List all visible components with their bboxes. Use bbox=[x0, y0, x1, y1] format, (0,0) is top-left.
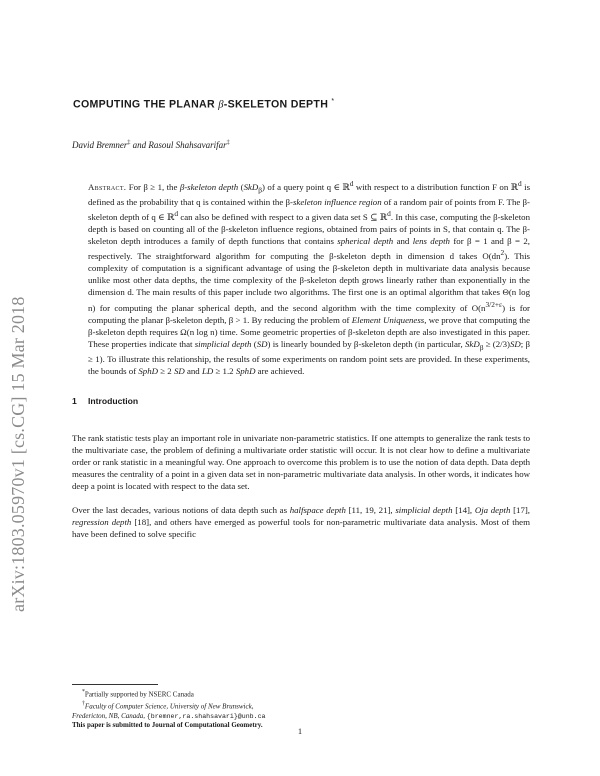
title-prefix: COMPUTING THE PLANAR bbox=[73, 98, 219, 111]
abstract-text: ( bbox=[238, 181, 244, 192]
footnote-2-cont bbox=[72, 712, 530, 722]
para-text: [17], bbox=[510, 504, 531, 515]
abstract-sup: d bbox=[174, 209, 179, 219]
abstract-term: SphD bbox=[235, 366, 256, 377]
para-term: regression depth bbox=[72, 516, 132, 527]
author-2-mark: ‡ bbox=[226, 139, 230, 146]
abstract-term: SD bbox=[173, 366, 185, 377]
abstract-text: ; β ≥ 1). To illustrate this relationship, the results of some experiments on random point sets are provided. In these experiments, the bounds of bbox=[88, 338, 530, 377]
section-number: 1 bbox=[72, 395, 77, 406]
footnotes bbox=[72, 684, 530, 731]
abstract-text: For β ≥ 1, the bbox=[126, 181, 180, 192]
title-suffix: -SKELETON DEPTH bbox=[223, 98, 329, 111]
footnote-text: Faculty of Computer Science, University of New Brunswick, bbox=[84, 702, 254, 711]
abstract-label: Abstract. bbox=[88, 181, 127, 192]
abstract-term: SkD bbox=[464, 338, 480, 349]
para-term: halfspace depth bbox=[289, 504, 346, 515]
footnote-email: {bremner,ra.shahsavari}@unb.ca bbox=[146, 712, 266, 720]
abstract-term: SphD bbox=[138, 366, 159, 377]
arxiv-identifier: arXiv:1803.05970v1 [cs.CG] 15 Mar 2018 bbox=[8, 296, 28, 612]
abstract-sub: β bbox=[258, 185, 263, 195]
abstract-text: with respect to a distribution function F on ℝ bbox=[353, 181, 519, 192]
abstract-sup: d bbox=[518, 178, 522, 188]
abstract-text: of a random pair of points from F. The β-skeleton depth of q ∈ ℝ bbox=[88, 197, 530, 223]
title-footnote-mark: * bbox=[331, 98, 335, 105]
abstract bbox=[72, 178, 530, 378]
section-heading bbox=[72, 396, 530, 406]
abstract-term: lens depth bbox=[412, 236, 450, 247]
page-number: 1 bbox=[297, 726, 303, 736]
abstract-term: β-skeleton depth bbox=[179, 181, 239, 192]
abstract-sup: 2 bbox=[500, 248, 505, 258]
abstract-text: for β = 1 and β = 2, respectively. The straightforward algorithm for computing the β-skeleton depth in dimension d takes O(dn bbox=[88, 236, 530, 262]
footnote-mark: † bbox=[82, 700, 85, 707]
para-text: Over the last decades, various notions of data depth such as bbox=[72, 504, 290, 515]
footnote-mark: * bbox=[82, 689, 85, 695]
abstract-text: ≥ 1.2 bbox=[213, 366, 236, 377]
author-joiner: and bbox=[130, 139, 149, 150]
abstract-text: ) is linearly bounded by β-skeleton depth (in particular, bbox=[267, 338, 465, 349]
abstract-sub: β bbox=[479, 342, 484, 352]
abstract-text: ≥ (2/3) bbox=[483, 338, 510, 349]
author-1-mark: ‡ bbox=[127, 139, 131, 146]
abstract-term: Element Uniqueness bbox=[351, 314, 425, 325]
footnote-1 bbox=[72, 688, 530, 700]
footnote-2 bbox=[72, 700, 530, 712]
author-1: David Bremner bbox=[72, 139, 128, 150]
abstract-text: are achieved. bbox=[255, 366, 305, 377]
abstract-text: ≥ 2 bbox=[158, 366, 174, 377]
para-term: Oja depth bbox=[474, 504, 511, 515]
abstract-term: simplicial depth bbox=[194, 338, 252, 349]
para-text: [11, 19, 21], bbox=[345, 504, 396, 515]
abstract-sup: d bbox=[387, 209, 391, 219]
author-2: Rasoul Shahsavarifar bbox=[148, 139, 227, 150]
page-body bbox=[72, 98, 530, 552]
abstract-term: SD bbox=[509, 338, 521, 349]
abstract-text: ). This complexity of computation is a significant advantage of using the β-skeleton depth in multivariate data analysis because unlike most other data depths, the time complexity of the β-skeleton depth grows linearly rather than exponentially in the dimension d. The main results of this paper include two algorithms. The first one is an optimal algorithm that takes Θ(n log n) for computing the planar spherical depth, and the second algorithm with the time complexity of O(n bbox=[88, 251, 530, 313]
abstract-text: and bbox=[393, 236, 413, 247]
abstract-text: is defined as the probability that q is contained within the β- bbox=[88, 181, 531, 208]
section-title-text: Introduction bbox=[88, 395, 139, 406]
submission-note: This paper is submitted to Journal of Computational Geometry. bbox=[72, 721, 263, 730]
abstract-text: , we prove that computing the β-skeleton depth requires Ω(n log n) time. Some geometric properties of β-skeleton depth are also investigated in this paper. These properties indicate that bbox=[88, 314, 531, 349]
para-term: simplicial depth bbox=[395, 504, 453, 515]
abstract-sup: 3/2+ε bbox=[485, 299, 503, 309]
footnote-text: Partially supported by NSERC Canada bbox=[84, 690, 194, 699]
abstract-term: SkD bbox=[243, 181, 259, 192]
abstract-term: LD bbox=[201, 366, 214, 377]
abstract-term: spherical depth bbox=[337, 236, 394, 247]
intro-paragraph-2 bbox=[72, 504, 530, 540]
abstract-text: . In this case, computing the β-skeleton depth is based on counting all of the β-skeleton influence regions, obtained from pairs of points in S, that contain q. The β-skeleton depth introduces a family of depth functions that contains bbox=[88, 212, 530, 247]
abstract-term: skeleton influence region bbox=[292, 197, 382, 208]
abstract-sup: d bbox=[349, 178, 354, 188]
footnote-rule bbox=[72, 684, 158, 685]
para-text: [14], bbox=[452, 504, 475, 515]
abstract-text: and bbox=[184, 366, 202, 377]
abstract-text: can also be defined with respect to a given data set S ⊆ ℝ bbox=[178, 212, 388, 223]
author-list bbox=[72, 140, 530, 150]
intro-paragraph-1: The rank statistic tests play an important role in univariate non-parametric statistics. If one attempts to generalize the rank tests to the multivariate case, the problem of defining a multivariate order statistic will occur. It is not clear how to define a multivariate order or rank statistic in a meaningful way. One approach to overcome this problem is to use the notion of data depth. Data depth measures the centrality of a point in a given data set in non-parametric multivariate data analysis. In other words, it indicates how deep a point is located with respect to the data set. bbox=[72, 432, 531, 491]
abstract-text: ( bbox=[251, 338, 257, 349]
title-symbol: β bbox=[218, 99, 224, 111]
abstract-text: ) of a query point q ∈ ℝ bbox=[262, 181, 350, 192]
footnote-text: Fredericton, NB, Canada, bbox=[72, 711, 147, 720]
abstract-text: ) is for computing the planar β-skeleton depth, β > 1. By reducing the problem of bbox=[88, 302, 530, 325]
paper-title bbox=[72, 98, 530, 111]
para-text: [18], and others have emerged as powerful tools for non-parametric multivariate data analysis. Most of them have been defined to solve specific bbox=[72, 516, 530, 539]
abstract-term: SD bbox=[256, 338, 268, 349]
